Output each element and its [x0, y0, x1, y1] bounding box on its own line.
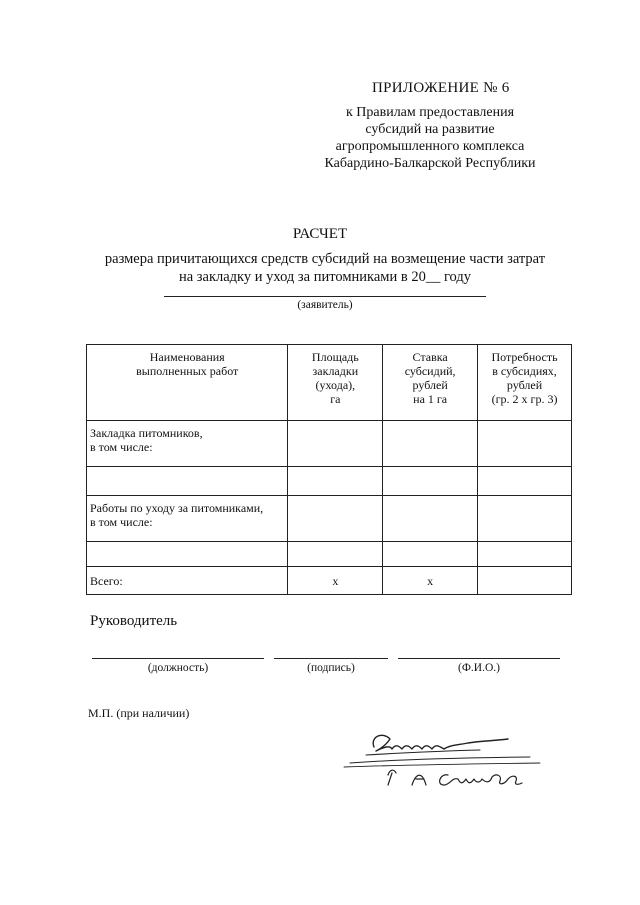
- appendix-line: агропромышленного комплекса: [335, 139, 525, 154]
- total-label: Всего:: [87, 567, 288, 595]
- subtitle-line: на закладку и уход за питомниками в 20__ году: [178, 269, 472, 285]
- position-caption: (должность): [147, 662, 209, 674]
- row-text: в том числе:: [90, 515, 153, 529]
- table-cell: [478, 467, 572, 496]
- signature-caption: (подпись): [307, 662, 355, 674]
- applicant-line: [164, 296, 486, 297]
- signature-line: [274, 658, 388, 659]
- table-cell: [478, 542, 572, 567]
- header-text: Ставка: [412, 350, 448, 364]
- document-subtitle: [60, 250, 590, 286]
- subtitle-line: размера причитающихся средств субсидий на возмещение части затрат: [104, 251, 546, 267]
- position-line: [92, 658, 264, 659]
- stamp-note: М.П. (при наличии): [88, 706, 190, 720]
- applicant-caption: (заявитель): [297, 299, 353, 311]
- table-total-row: [87, 567, 572, 595]
- appendix-reference: [300, 104, 560, 172]
- table-cell: [478, 496, 572, 542]
- header-text: Площадь: [311, 350, 359, 364]
- table-row: [87, 467, 572, 496]
- header-text: (ухода),: [315, 378, 356, 392]
- header-text: (гр. 2 х гр. 3): [491, 392, 558, 406]
- table-row: [87, 542, 572, 567]
- row-text: в том числе:: [90, 440, 153, 454]
- row-text: Закладка питомников,: [90, 426, 203, 440]
- header-rate: [383, 345, 478, 421]
- appendix-line: субсидий на развитие: [365, 122, 495, 137]
- header-text: рублей: [506, 378, 543, 392]
- header-text: Наименования: [149, 350, 225, 364]
- table-cell: [288, 421, 383, 467]
- head-label: Руководитель: [90, 613, 178, 629]
- header-text: в субсидиях,: [492, 364, 557, 378]
- calculation-table: [86, 344, 572, 595]
- table-cell: [87, 467, 288, 496]
- handwritten-signature: [330, 725, 550, 835]
- appendix-title: ПРИЛОЖЕНИЕ № 6: [372, 80, 510, 96]
- row-label: [87, 496, 288, 542]
- header-text: рублей: [412, 378, 448, 392]
- row-label: [87, 421, 288, 467]
- total-need: [478, 567, 572, 595]
- table-cell: [288, 542, 383, 567]
- table-cell: [288, 467, 383, 496]
- row-text: Работы по уходу за питомниками,: [90, 501, 264, 515]
- table-cell: [383, 496, 478, 542]
- table-row: [87, 496, 572, 542]
- total-area: x: [288, 567, 383, 595]
- table-cell: [87, 542, 288, 567]
- appendix-line: к Правилам предоставления: [345, 105, 515, 120]
- table-cell: [383, 542, 478, 567]
- total-rate: x: [383, 567, 478, 595]
- table-cell: [288, 496, 383, 542]
- document-title: РАСЧЕТ: [292, 226, 348, 242]
- header-text: субсидий,: [404, 364, 456, 378]
- header-need: [478, 345, 572, 421]
- table-cell: [383, 421, 478, 467]
- header-text: на 1 га: [413, 392, 448, 406]
- table-cell: [383, 467, 478, 496]
- header-text: закладки: [312, 364, 359, 378]
- appendix-line: Кабардино-Балкарской Республики: [324, 156, 536, 171]
- full-name-line: [398, 658, 560, 659]
- table-header-row: [87, 345, 572, 421]
- table-row: [87, 421, 572, 467]
- full-name-caption: (Ф.И.О.): [458, 662, 500, 674]
- header-area: [288, 345, 383, 421]
- header-text: Потребность: [491, 350, 558, 364]
- header-text: га: [330, 392, 341, 406]
- table-cell: [478, 421, 572, 467]
- header-text: выполненных работ: [136, 364, 239, 378]
- header-work-name: [87, 345, 288, 421]
